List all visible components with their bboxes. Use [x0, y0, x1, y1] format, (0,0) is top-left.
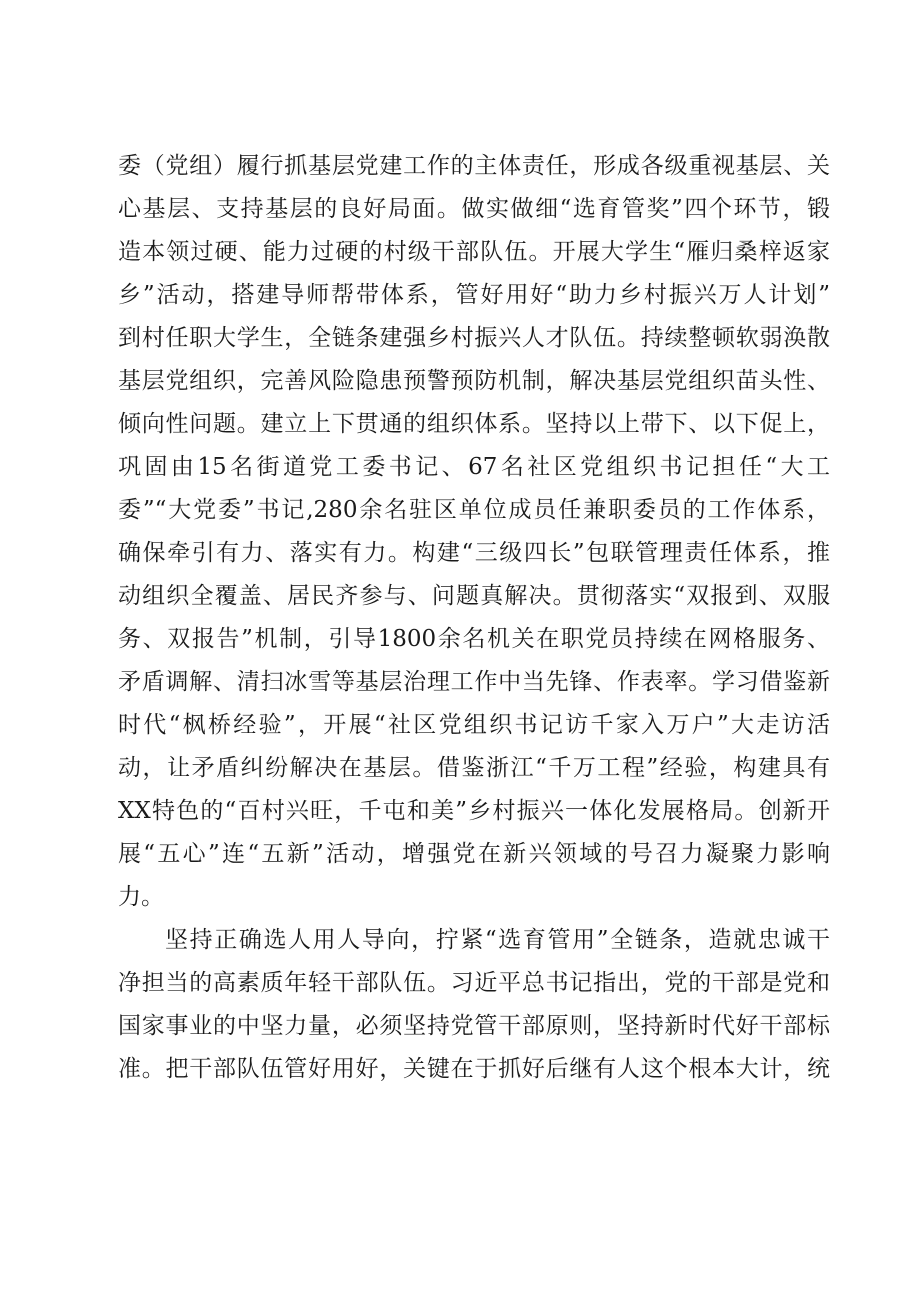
text-line: 动组织全覆盖、居民齐参与、问题真解决。贯彻落实“双报到、双服	[118, 583, 830, 609]
text-line: 倾向性问题。建立上下贯通的组织体系。坚持以上带下、以下促上，	[118, 411, 830, 437]
text-line: 基层党组织，完善风险隐患预警预防机制，解决基层党组织苗头性、	[118, 368, 830, 394]
text-line: 矛盾调解、清扫冰雪等基层治理工作中当先锋、作表率。学习借鉴新	[118, 669, 830, 695]
text-line: 务、双报告”机制，引导1800余名机关在职党员持续在网格服务、	[118, 626, 830, 652]
text-line: 确保牵引有力、落实有力。构建“三级四长”包联管理责任体系，推	[118, 540, 830, 566]
text-line: 力。	[118, 884, 164, 910]
text-line: 展“五心”连“五新”活动，增强党在新兴领域的号召力凝聚力影响	[118, 841, 830, 867]
text-line: XX特色的“百村兴旺，千屯和美”乡村振兴一体化发展格局。创新开	[118, 798, 830, 824]
text-line: 乡”活动，搭建导师帮带体系，管好用好“助力乡村振兴万人计划”	[118, 282, 830, 308]
text-line: 准。把干部队伍管好用好，关键在于抓好后继有人这个根本大计，统	[118, 1056, 830, 1082]
text-line: 净担当的高素质年轻干部队伍。习近平总书记指出，党的干部是党和	[118, 970, 830, 996]
text-line: 国家事业的中坚力量，必须坚持党管干部原则，坚持新时代好干部标	[118, 1013, 830, 1039]
text-line: 动，让矛盾纠纷解决在基层。借鉴浙江“千万工程”经验，构建具有	[118, 755, 830, 781]
text-line: 时代“枫桥经验”，开展“社区党组织书记访千家入万户”大走访活	[118, 712, 830, 738]
text-line: 委（党组）履行抓基层党建工作的主体责任，形成各级重视基层、关	[118, 153, 830, 179]
text-line: 心基层、支持基层的良好局面。做实做细“选育管奖”四个环节，锻	[118, 196, 830, 222]
text-line: 巩固由15名街道党工委书记、67名社区党组织书记担任“大工	[118, 454, 830, 480]
text-line: 委”“大党委”书记,280余名驻区单位成员任兼职委员的工作体系，	[118, 497, 830, 523]
paragraph-first-line: 坚持正确选人用人导向，拧紧“选育管用”全链条，造就忠诚干	[165, 927, 830, 953]
text-line: 到村任职大学生，全链条建强乡村振兴人才队伍。持续整顿软弱涣散	[118, 325, 830, 351]
text-line: 造本领过硬、能力过硬的村级干部队伍。开展大学生“雁归桑梓返家	[118, 239, 830, 265]
